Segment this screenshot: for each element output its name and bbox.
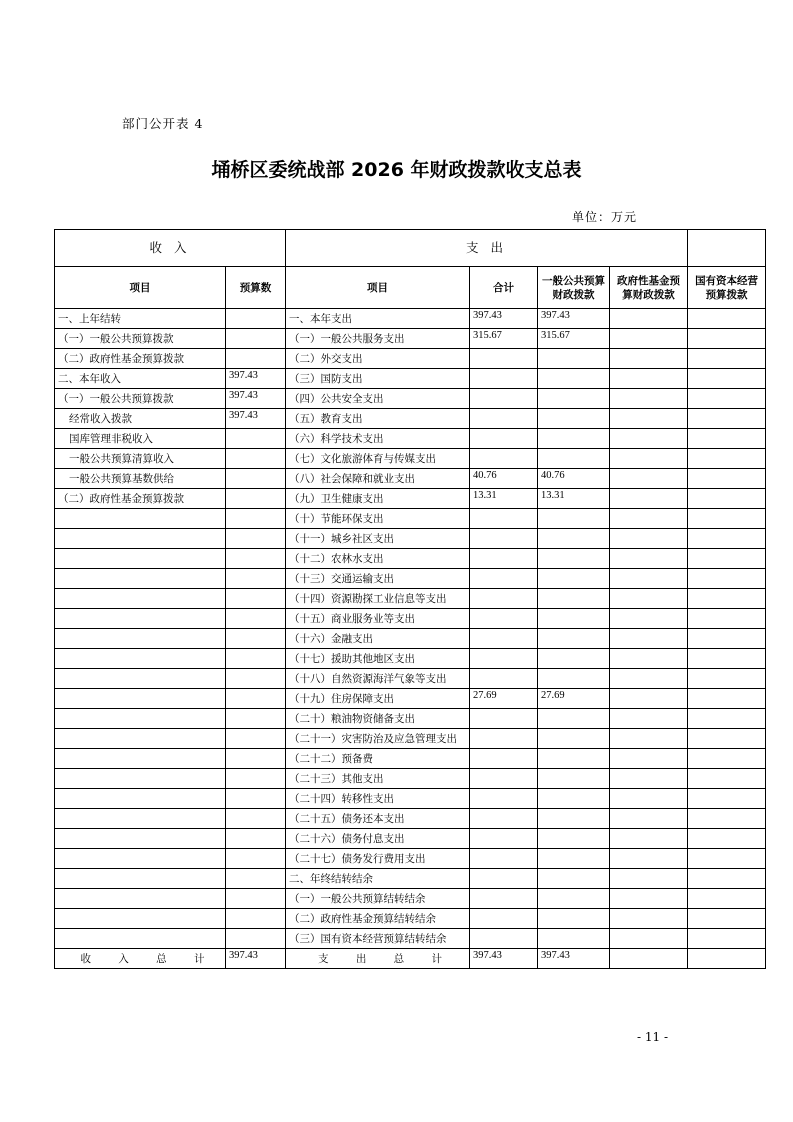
income-budget-cell [226, 309, 286, 329]
income-budget-cell [226, 529, 286, 549]
income-budget-cell [226, 869, 286, 889]
income-item-cell [55, 929, 226, 949]
col-state-capital: 国有资本经营预算拨款 [688, 267, 766, 309]
income-budget-cell [226, 689, 286, 709]
table-row [55, 889, 766, 909]
income-budget-cell [226, 589, 286, 609]
income-item-cell: （二）政府性基金预算拨款 [55, 489, 226, 509]
page-number: - 11 - [637, 1030, 669, 1044]
expense-total-cell [470, 569, 538, 589]
table-body [55, 309, 766, 949]
income-item-cell: 二、本年收入 [55, 369, 226, 389]
general-public-cell [538, 749, 610, 769]
gov-fund-cell [610, 709, 688, 729]
table-row [55, 329, 766, 349]
expense-group-header-filler [688, 230, 766, 267]
income-item-cell [55, 569, 226, 589]
expense-total-cell [470, 369, 538, 389]
gov-fund-cell [610, 669, 688, 689]
expense-item-cell: （十三）交通运输支出 [286, 569, 470, 589]
income-item-cell: （二）政府性基金预算拨款 [55, 349, 226, 369]
state-capital-cell [688, 769, 766, 789]
expense-item-cell: （二十七）债务发行费用支出 [286, 849, 470, 869]
general-public-cell: 13.31 [538, 489, 610, 509]
gov-fund-cell [610, 529, 688, 549]
general-public-cell [538, 509, 610, 529]
general-public-cell [538, 569, 610, 589]
expense-item-cell: （十四）资源勘探工业信息等支出 [286, 589, 470, 609]
table-row [55, 369, 766, 389]
expense-total-cell [470, 449, 538, 469]
expense-total-cell [470, 769, 538, 789]
expense-total-value: 397.43 [470, 949, 538, 969]
general-public-cell [538, 909, 610, 929]
expense-total-cell: 13.31 [470, 489, 538, 509]
table-row [55, 929, 766, 949]
expense-item-cell: （十二）农林水支出 [286, 549, 470, 569]
expense-group-header: 支 出 [286, 230, 688, 267]
expense-item-cell: （十）节能环保支出 [286, 509, 470, 529]
table-row [55, 429, 766, 449]
income-item-cell [55, 769, 226, 789]
expense-item-cell: （二十一）灾害防治及应急管理支出 [286, 729, 470, 749]
state-capital-cell [688, 669, 766, 689]
expense-total-label: 支 出 总 计 [286, 949, 470, 969]
expense-total-cell [470, 829, 538, 849]
col-income-budget: 预算数 [226, 267, 286, 309]
general-public-cell [538, 649, 610, 669]
gov-fund-cell [610, 889, 688, 909]
state-capital-cell [688, 789, 766, 809]
income-item-cell [55, 669, 226, 689]
income-budget-cell [226, 789, 286, 809]
general-public-cell [538, 529, 610, 549]
income-budget-cell [226, 509, 286, 529]
expense-item-cell: （十六）金融支出 [286, 629, 470, 649]
expense-total-cell [470, 929, 538, 949]
income-item-cell [55, 889, 226, 909]
header-group-row [55, 230, 766, 267]
income-budget-cell [226, 829, 286, 849]
expense-item-cell: （二十二）预备费 [286, 749, 470, 769]
expense-item-cell: （二十四）转移性支出 [286, 789, 470, 809]
income-item-cell: 国库管理非税收入 [55, 429, 226, 449]
gov-fund-cell [610, 489, 688, 509]
general-public-cell [538, 709, 610, 729]
state-capital-cell [688, 369, 766, 389]
general-public-cell [538, 549, 610, 569]
expense-total-cell [470, 429, 538, 449]
totals-row [55, 949, 766, 969]
expense-item-cell: （五）教育支出 [286, 409, 470, 429]
income-item-cell [55, 609, 226, 629]
state-capital-cell [688, 449, 766, 469]
expense-total-cell: 397.43 [470, 309, 538, 329]
expense-total-state-capital [688, 949, 766, 969]
state-capital-cell [688, 569, 766, 589]
gov-fund-cell [610, 349, 688, 369]
state-capital-cell [688, 809, 766, 829]
expense-total-cell: 315.67 [470, 329, 538, 349]
general-public-cell [538, 789, 610, 809]
gov-fund-cell [610, 729, 688, 749]
state-capital-cell [688, 849, 766, 869]
expense-item-cell: （一）一般公共服务支出 [286, 329, 470, 349]
expense-total-cell [470, 909, 538, 929]
budget-table [54, 229, 766, 969]
state-capital-cell [688, 389, 766, 409]
general-public-cell: 40.76 [538, 469, 610, 489]
state-capital-cell [688, 689, 766, 709]
income-item-cell: 一般公共预算清算收入 [55, 449, 226, 469]
income-item-cell [55, 509, 226, 529]
table-row [55, 689, 766, 709]
gov-fund-cell [610, 569, 688, 589]
income-budget-cell [226, 629, 286, 649]
income-budget-cell [226, 449, 286, 469]
income-item-cell [55, 869, 226, 889]
expense-item-cell: （二十三）其他支出 [286, 769, 470, 789]
expense-total-cell [470, 649, 538, 669]
unit-label: 单位：万元 [572, 210, 638, 224]
expense-total-cell [470, 589, 538, 609]
general-public-cell [538, 889, 610, 909]
income-budget-cell [226, 329, 286, 349]
income-budget-cell [226, 489, 286, 509]
general-public-cell [538, 729, 610, 749]
income-budget-cell [226, 569, 286, 589]
expense-item-cell: （三）国防支出 [286, 369, 470, 389]
expense-total-cell [470, 349, 538, 369]
col-total: 合计 [470, 267, 538, 309]
expense-item-cell: （八）社会保障和就业支出 [286, 469, 470, 489]
expense-total-cell [470, 549, 538, 569]
gov-fund-cell [610, 449, 688, 469]
expense-total-cell [470, 529, 538, 549]
expense-total-cell: 27.69 [470, 689, 538, 709]
table-row [55, 649, 766, 669]
general-public-cell [538, 449, 610, 469]
table-row [55, 629, 766, 649]
gov-fund-cell [610, 409, 688, 429]
state-capital-cell [688, 749, 766, 769]
expense-item-cell: （三）国有资本经营预算结转结余 [286, 929, 470, 949]
expense-total-cell [470, 669, 538, 689]
income-budget-cell [226, 669, 286, 689]
expense-total-cell [470, 809, 538, 829]
income-item-cell [55, 789, 226, 809]
income-item-cell [55, 549, 226, 569]
table-row [55, 729, 766, 749]
state-capital-cell [688, 429, 766, 449]
general-public-cell [538, 849, 610, 869]
expense-total-cell [470, 389, 538, 409]
income-total-label: 收 入 总 计 [55, 949, 226, 969]
expense-item-cell: （十八）自然资源海洋气象等支出 [286, 669, 470, 689]
expense-item-cell: （二十）粮油物资储备支出 [286, 709, 470, 729]
state-capital-cell [688, 909, 766, 929]
income-budget-cell [226, 429, 286, 449]
state-capital-cell [688, 629, 766, 649]
income-item-cell: 一、上年结转 [55, 309, 226, 329]
income-item-cell: 一般公共预算基数供给 [55, 469, 226, 489]
income-item-cell [55, 589, 226, 609]
income-budget-cell [226, 649, 286, 669]
income-total-value: 397.43 [226, 949, 286, 969]
general-public-cell: 315.67 [538, 329, 610, 349]
income-item-cell: （一）一般公共预算拨款 [55, 389, 226, 409]
gov-fund-cell [610, 769, 688, 789]
gov-fund-cell [610, 589, 688, 609]
gov-fund-cell [610, 429, 688, 449]
expense-item-cell: 二、年终结转结余 [286, 869, 470, 889]
general-public-cell [538, 629, 610, 649]
general-public-cell [538, 429, 610, 449]
table-row [55, 349, 766, 369]
state-capital-cell [688, 829, 766, 849]
income-budget-cell [226, 929, 286, 949]
income-budget-cell [226, 349, 286, 369]
table-row [55, 529, 766, 549]
gov-fund-cell [610, 909, 688, 929]
income-budget-cell: 397.43 [226, 409, 286, 429]
gov-fund-cell [610, 469, 688, 489]
expense-total-cell [470, 889, 538, 909]
income-budget-cell: 397.43 [226, 369, 286, 389]
table-row [55, 849, 766, 869]
expense-total-cell: 40.76 [470, 469, 538, 489]
expense-total-cell [470, 849, 538, 869]
income-budget-cell [226, 889, 286, 909]
expense-total-cell [470, 609, 538, 629]
gov-fund-cell [610, 789, 688, 809]
general-public-cell [538, 869, 610, 889]
table-row [55, 569, 766, 589]
general-public-cell [538, 769, 610, 789]
income-item-cell [55, 849, 226, 869]
table-row [55, 509, 766, 529]
table-row [55, 789, 766, 809]
income-item-cell [55, 729, 226, 749]
income-item-cell [55, 829, 226, 849]
gov-fund-cell [610, 369, 688, 389]
state-capital-cell [688, 729, 766, 749]
expense-item-cell: （十九）住房保障支出 [286, 689, 470, 709]
table-row [55, 769, 766, 789]
state-capital-cell [688, 709, 766, 729]
general-public-cell [538, 809, 610, 829]
gov-fund-cell [610, 629, 688, 649]
gov-fund-cell [610, 809, 688, 829]
col-gov-fund: 政府性基金预算财政拨款 [610, 267, 688, 309]
income-budget-cell [226, 709, 286, 729]
expense-total-general-public: 397.43 [538, 949, 610, 969]
table-row [55, 749, 766, 769]
table-row [55, 829, 766, 849]
gov-fund-cell [610, 689, 688, 709]
table-row [55, 549, 766, 569]
expense-total-gov-fund [610, 949, 688, 969]
income-budget-cell [226, 729, 286, 749]
expense-item-cell: （二十五）债务还本支出 [286, 809, 470, 829]
expense-total-cell [470, 869, 538, 889]
table-row [55, 409, 766, 429]
general-public-cell [538, 409, 610, 429]
income-budget-cell: 397.43 [226, 389, 286, 409]
state-capital-cell [688, 329, 766, 349]
table-row [55, 469, 766, 489]
expense-item-cell: 一、本年支出 [286, 309, 470, 329]
income-item-cell [55, 909, 226, 929]
income-budget-cell [226, 609, 286, 629]
gov-fund-cell [610, 609, 688, 629]
expense-total-cell [470, 749, 538, 769]
general-public-cell [538, 609, 610, 629]
income-item-cell [55, 529, 226, 549]
general-public-cell [538, 929, 610, 949]
state-capital-cell [688, 889, 766, 909]
expense-item-cell: （十五）商业服务业等支出 [286, 609, 470, 629]
table-row [55, 309, 766, 329]
income-budget-cell [226, 549, 286, 569]
gov-fund-cell [610, 509, 688, 529]
general-public-cell [538, 369, 610, 389]
income-item-cell: 经常收入拨款 [55, 409, 226, 429]
table-row [55, 709, 766, 729]
income-item-cell [55, 809, 226, 829]
income-item-cell [55, 649, 226, 669]
income-item-cell [55, 689, 226, 709]
table-row [55, 489, 766, 509]
expense-total-cell [470, 789, 538, 809]
state-capital-cell [688, 869, 766, 889]
general-public-cell: 27.69 [538, 689, 610, 709]
state-capital-cell [688, 529, 766, 549]
table-row [55, 869, 766, 889]
general-public-cell [538, 669, 610, 689]
state-capital-cell [688, 309, 766, 329]
expense-item-cell: （二）政府性基金预算结转结余 [286, 909, 470, 929]
col-expense-item: 项目 [286, 267, 470, 309]
expense-total-cell [470, 709, 538, 729]
page-title: 埇桥区委统战部 2026 年财政拨款收支总表 [211, 159, 582, 181]
expense-item-cell: （六）科学技术支出 [286, 429, 470, 449]
expense-total-cell [470, 409, 538, 429]
expense-item-cell: （四）公共安全支出 [286, 389, 470, 409]
table-row [55, 389, 766, 409]
table-row [55, 449, 766, 469]
expense-total-cell [470, 629, 538, 649]
state-capital-cell [688, 609, 766, 629]
header-column-row [55, 267, 766, 309]
gov-fund-cell [610, 649, 688, 669]
table-row [55, 669, 766, 689]
general-public-cell [538, 389, 610, 409]
table-row [55, 809, 766, 829]
expense-total-cell [470, 509, 538, 529]
state-capital-cell [688, 509, 766, 529]
gov-fund-cell [610, 389, 688, 409]
income-budget-cell [226, 769, 286, 789]
expense-item-cell: （七）文化旅游体育与传媒支出 [286, 449, 470, 469]
expense-item-cell: （二十六）债务付息支出 [286, 829, 470, 849]
income-item-cell: （一）一般公共预算拨款 [55, 329, 226, 349]
state-capital-cell [688, 649, 766, 669]
expense-item-cell: （九）卫生健康支出 [286, 489, 470, 509]
gov-fund-cell [610, 749, 688, 769]
general-public-cell: 397.43 [538, 309, 610, 329]
expense-item-cell: （十七）援助其他地区支出 [286, 649, 470, 669]
state-capital-cell [688, 489, 766, 509]
col-general-public: 一般公共预算财政拨款 [538, 267, 610, 309]
expense-item-cell: （一）一般公共预算结转结余 [286, 889, 470, 909]
income-budget-cell [226, 749, 286, 769]
income-budget-cell [226, 849, 286, 869]
col-income-item: 项目 [55, 267, 226, 309]
table-row [55, 909, 766, 929]
state-capital-cell [688, 469, 766, 489]
income-budget-cell [226, 909, 286, 929]
gov-fund-cell [610, 549, 688, 569]
state-capital-cell [688, 349, 766, 369]
table-label: 部门公开表 4 [122, 116, 204, 131]
state-capital-cell [688, 549, 766, 569]
income-group-header: 收 入 [55, 230, 286, 267]
table-row [55, 589, 766, 609]
gov-fund-cell [610, 929, 688, 949]
income-item-cell [55, 709, 226, 729]
table-row [55, 609, 766, 629]
gov-fund-cell [610, 849, 688, 869]
gov-fund-cell [610, 869, 688, 889]
income-item-cell [55, 629, 226, 649]
income-budget-cell [226, 469, 286, 489]
general-public-cell [538, 589, 610, 609]
income-item-cell [55, 749, 226, 769]
expense-item-cell: （二）外交支出 [286, 349, 470, 369]
gov-fund-cell [610, 329, 688, 349]
state-capital-cell [688, 589, 766, 609]
income-budget-cell [226, 809, 286, 829]
general-public-cell [538, 829, 610, 849]
gov-fund-cell [610, 829, 688, 849]
expense-item-cell: （十一）城乡社区支出 [286, 529, 470, 549]
expense-total-cell [470, 729, 538, 749]
state-capital-cell [688, 409, 766, 429]
gov-fund-cell [610, 309, 688, 329]
general-public-cell [538, 349, 610, 369]
state-capital-cell [688, 929, 766, 949]
